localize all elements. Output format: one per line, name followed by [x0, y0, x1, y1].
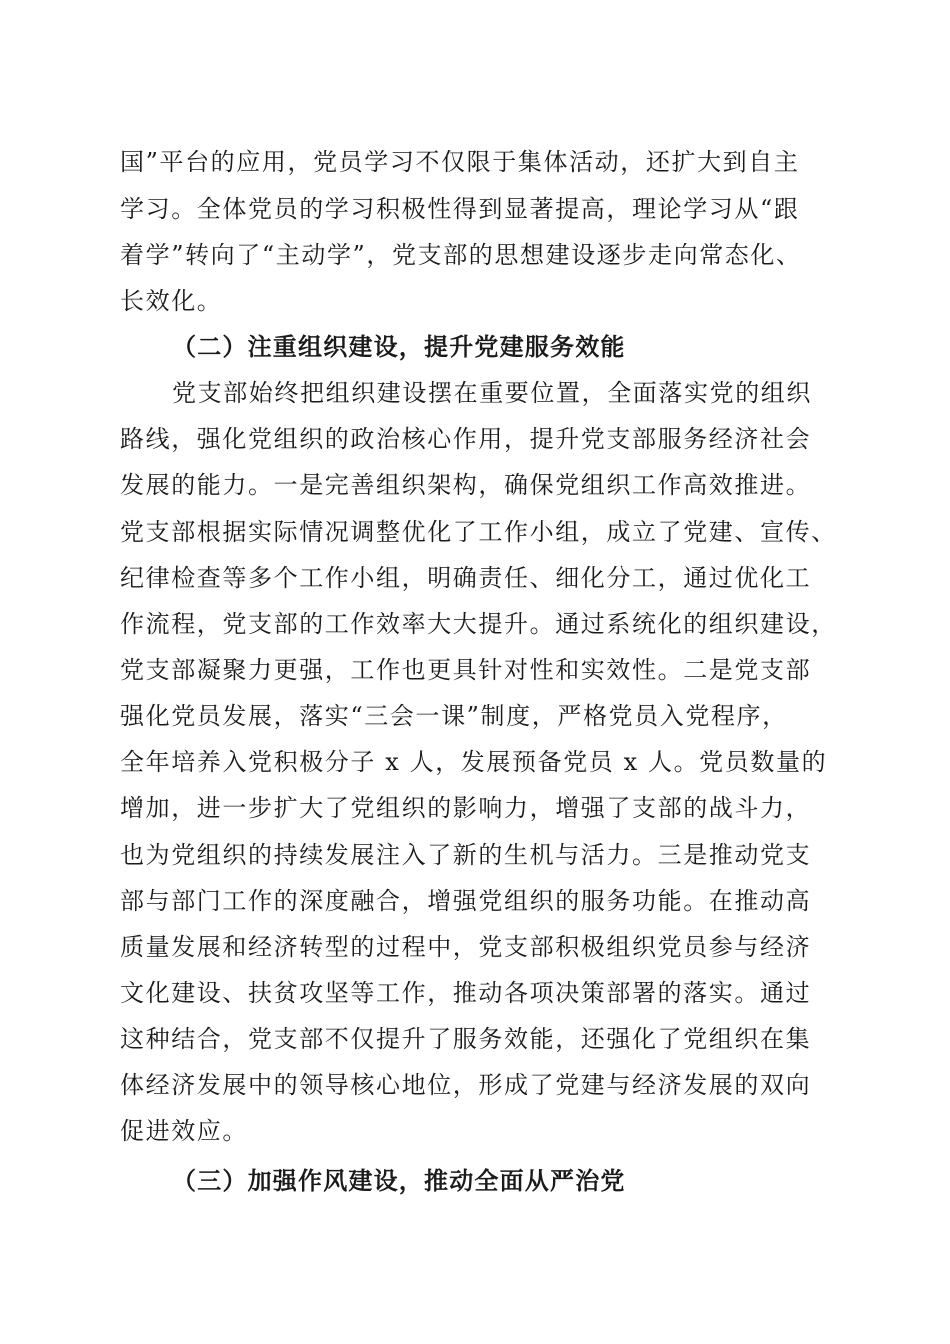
paragraph-line: 发展的能力。一是完善组织架构，确保党组织工作高效推进。: [120, 471, 812, 499]
paragraph-line: 学习。全体党员的学习积极性得到显著提高，理论学习从“跟: [120, 195, 800, 223]
paragraph-line: 国”平台的应用，党员学习不仅限于集体活动，还扩大到自主: [120, 148, 800, 176]
paragraph-line: 党支部凝聚力更强，工作也更具针对性和实效性。二是党支部: [120, 656, 812, 684]
paragraph-line: 作流程，党支部的工作效率大大提升。通过系统化的组织建设，: [120, 610, 837, 638]
paragraph-line: 着学”转向了“主动学”，党支部的思想建设逐步走向常态化、: [120, 241, 802, 269]
paragraph-line: 质量发展和经济转型的过程中，党支部积极组织党员参与经济: [120, 933, 812, 961]
paragraph-line: 体经济发展中的领导核心地位，形成了党建与经济发展的双向: [120, 1071, 812, 1099]
paragraph-line: 增加，进一步扩大了党组织的影响力，增强了支部的战斗力，: [120, 794, 812, 822]
paragraph-line: 长效化。: [120, 287, 223, 315]
paragraph-line: 这种结合，党支部不仅提升了服务效能，还强化了党组织在集: [120, 1025, 812, 1053]
paragraph-line: 促进效应。: [120, 1117, 248, 1145]
paragraph-line: 部与部门工作的深度融合，增强党组织的服务功能。在推动高: [120, 887, 812, 915]
section-heading: （二）注重组织建设，提升党建服务效能: [172, 333, 626, 361]
paragraph-line: 文化建设、扶贫攻坚等工作，推动各项决策部署的落实。通过: [120, 979, 812, 1007]
paragraph-line: 党支部根据实际情况调整优化了工作小组，成立了党建、宣传、: [120, 518, 837, 546]
paragraph-line: 也为党组织的持续发展注入了新的生机与活力。三是推动党支: [120, 841, 812, 869]
paragraph-line: 路线，强化党组织的政治核心作用，提升党支部服务经济社会: [120, 425, 812, 453]
section-heading: （三）加强作风建设，推动全面从严治党: [172, 1167, 626, 1195]
paragraph-line: 强化党员发展，落实“三会一课”制度，严格党员入党程序，: [120, 702, 788, 730]
paragraph-line: 纪律检查等多个工作小组，明确责任、细化分工，通过优化工: [120, 564, 812, 592]
paragraph-line: 全年培养入党积极分子 x 人，发展预备党员 x 人。党员数量的: [120, 748, 828, 776]
paragraph-first-line: 党支部始终把组织建设摆在重要位置，全面落实党的组织: [172, 379, 812, 407]
